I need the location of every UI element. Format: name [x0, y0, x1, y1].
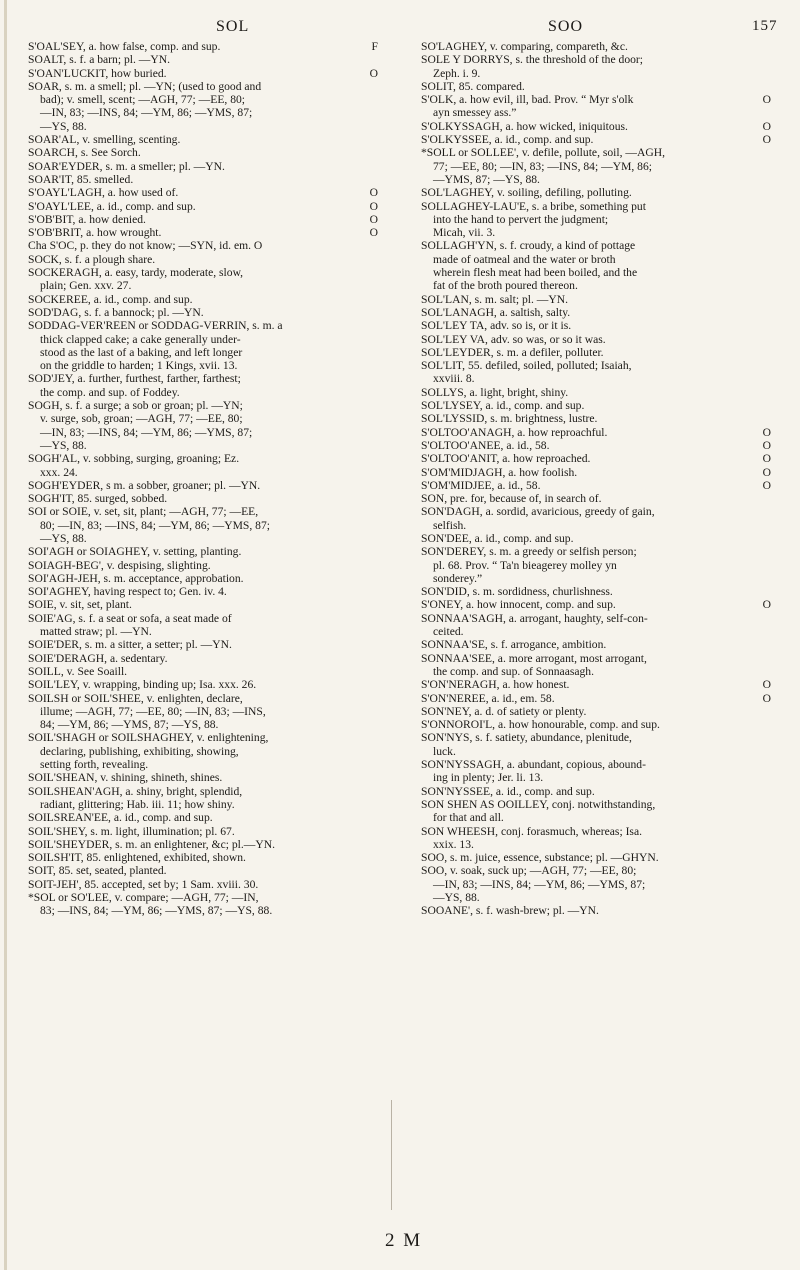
entry-line: SOLE Y DORRYS, s. the threshold of the door; — [421, 53, 643, 67]
entry-line: SOLIT, 85. compared. — [421, 79, 525, 93]
entry-line: —IN, 83; —INS, 84; —YM, 86; —YMS, 87; — [40, 425, 253, 439]
dictionary-entry — [421, 479, 773, 492]
dictionary-entry — [421, 386, 773, 399]
dictionary-entry — [28, 785, 380, 812]
dictionary-entry — [421, 585, 773, 598]
entry-line: sonderey.” — [433, 571, 483, 585]
dictionary-entry — [28, 598, 380, 611]
entry-line — [28, 40, 380, 53]
entry-line: SOILL, v. See Soaill. — [28, 664, 128, 678]
entry-line: SOL'LAN, s. m. salt; pl. —YN. — [421, 292, 569, 306]
entry-line: selfish. — [433, 518, 467, 532]
dialect-mark: O — [762, 93, 771, 107]
dialect-mark: O — [762, 465, 771, 479]
right-column — [421, 40, 773, 918]
entry-line: SOAR, s. m. a smell; pl. —YN; (used to good and — [28, 79, 262, 93]
running-head-middle: SOO — [548, 18, 584, 35]
entry-line: xxx. 24. — [40, 465, 78, 479]
entry-line — [421, 93, 773, 106]
dictionary-entry — [421, 306, 773, 319]
dialect-mark: O — [762, 598, 771, 612]
dictionary-entry — [28, 838, 380, 851]
entry-line — [28, 200, 380, 213]
dictionary-entry — [421, 598, 773, 611]
entry-line: —YS, 88. — [40, 119, 87, 133]
entry-line: SODDAG-VER'REEN or SODDAG-VERRIN, s. m. a — [28, 319, 283, 333]
dictionary-entry — [28, 213, 380, 226]
entry-line: —YS, 88. — [433, 891, 480, 904]
dictionary-entry — [421, 612, 773, 639]
running-head-left: SOL — [216, 18, 250, 35]
entry-line: SOD'DAG, s. f. a bannock; pl. —YN. — [28, 305, 204, 319]
entry-line — [421, 133, 773, 146]
entry-text: S'OLTOO'ANAGH, a. how reproachful. — [421, 425, 608, 439]
dictionary-entry — [28, 652, 380, 665]
dictionary-entry — [28, 239, 380, 252]
entry-line: SOO, v. soak, suck up; —AGH, 77; —EE, 80; — [421, 864, 637, 878]
entry-line: SOIL'SHAGH or SOILSHAGHEY, v. enlightening, — [28, 731, 269, 745]
entry-line: SOGH, s. f. a surge; a sob or groan; pl. —YN; — [28, 399, 243, 413]
dialect-mark: F — [371, 40, 378, 53]
dictionary-entry — [421, 798, 773, 825]
entry-line: SOL'LYSSID, s. m. brightness, lustre. — [421, 412, 598, 426]
entry-line: SOIAGH-BEG', v. despising, slighting. — [28, 558, 211, 572]
dictionary-entry — [421, 346, 773, 359]
dictionary-entry — [421, 120, 773, 133]
entry-text: S'OLTOO'ANIT, a. how reproached. — [421, 452, 591, 466]
entry-line: SOIE'AG, s. f. a seat or sofa, a seat made of — [28, 611, 232, 625]
dictionary-entry — [28, 878, 380, 891]
dictionary-entry — [28, 731, 380, 771]
dictionary-entry — [421, 53, 773, 80]
entry-line: Zeph. i. 9. — [433, 66, 481, 80]
entry-line: for that and all. — [433, 811, 504, 825]
entry-line: SON, pre. for, because of, in search of. — [421, 492, 602, 506]
entry-text: S'OB'BIT, a. how denied. — [28, 212, 146, 226]
dictionary-entry — [28, 452, 380, 479]
dictionary-entry — [28, 891, 380, 918]
dictionary-entry — [421, 293, 773, 306]
entry-line: the comp. and sup. of Foddey. — [40, 385, 180, 399]
entry-text: S'OAN'LUCKIT, how buried. — [28, 66, 167, 80]
entry-text: S'OAL'SEY, a. how false, comp. and sup. — [28, 40, 221, 53]
dictionary-entry — [28, 40, 380, 53]
dictionary-entry — [421, 652, 773, 679]
entry-line — [421, 598, 773, 611]
dictionary-entry — [28, 864, 380, 877]
entry-line: SOIL'LEY, v. wrapping, binding up; Isa. xxx. 26. — [28, 678, 257, 692]
entry-line: SOAR'IT, 85. smelled. — [28, 172, 134, 186]
dictionary-entry — [28, 492, 380, 505]
dictionary-entry — [421, 359, 773, 386]
entry-line: into the hand to pervert the judgment; — [433, 212, 609, 226]
entry-text: S'OLTOO'ANEE, a. id., 58. — [421, 438, 550, 452]
dialect-mark: O — [369, 226, 378, 240]
entry-line — [28, 213, 380, 226]
entry-text: S'ON'NERAGH, a. how honest. — [421, 678, 570, 692]
entry-text: S'ONEY, a. how innocent, comp. and sup. — [421, 598, 616, 612]
entry-line: SOO, s. m. juice, essence, substance; pl. —GHYN. — [421, 851, 659, 865]
dictionary-entry — [421, 678, 773, 691]
dictionary-entry — [28, 372, 380, 399]
entry-line: xxviii. 8. — [433, 372, 475, 386]
dictionary-entry — [28, 572, 380, 585]
entry-line: ing in plenty; Jer. li. 13. — [433, 771, 544, 785]
dialect-mark: O — [762, 438, 771, 452]
dictionary-entry — [421, 864, 773, 904]
dictionary-entry — [421, 439, 773, 452]
entry-line: setting forth, revealing. — [40, 758, 149, 772]
dictionary-entry — [421, 319, 773, 332]
entry-line: radiant, glittering; Hab. iii. 11; how shiny. — [40, 797, 235, 811]
entry-line: SOARCH, s. See Sorch. — [28, 146, 141, 160]
entry-line: SOL'LEY VA, adv. so was, or so it was. — [421, 332, 606, 346]
dictionary-entry — [28, 678, 380, 691]
dictionary-entry — [28, 319, 380, 372]
entry-line: SOL'LIT, 55. defiled, soiled, polluted; Isaiah, — [421, 359, 632, 373]
entry-line: SOIL'SHEY, s. m. light, illumination; pl. 67. — [28, 824, 235, 838]
entry-line: —YS, 88. — [40, 438, 87, 452]
entry-line — [421, 692, 773, 705]
entry-line: SOOANE', s. f. wash-brew; pl. —YN. — [421, 904, 599, 918]
dictionary-entry — [421, 93, 773, 120]
dictionary-entry — [28, 133, 380, 146]
entry-line: SOALT, s. f. a barn; pl. —YN. — [28, 53, 171, 67]
dictionary-entry — [28, 293, 380, 306]
entry-line: Cha S'OC, p. they do not know; —SYN, id. em. O — [28, 239, 263, 253]
entry-line: ayn smessey ass.” — [433, 106, 517, 120]
entry-line: SOAR'AL, v. smelling, scenting. — [28, 133, 181, 147]
dialect-mark: O — [762, 133, 771, 147]
dictionary-entry — [28, 612, 380, 639]
entry-line: xxix. 13. — [433, 837, 474, 851]
dictionary-entry — [28, 226, 380, 239]
entry-line: stood as the last of a baking, and left longer — [40, 345, 243, 359]
dictionary-entry — [28, 851, 380, 864]
entry-line: SON SHEN AS OOILLEY, conj. notwithstanding, — [421, 797, 656, 811]
dictionary-entry — [421, 40, 773, 53]
entry-line: SOGH'AL, v. sobbing, surging, groaning; Ez. — [28, 452, 240, 466]
entry-line: SON'NYSSAGH, a. abundant, copious, abound- — [421, 758, 646, 772]
dictionary-entry — [421, 239, 773, 292]
dictionary-entry — [421, 825, 773, 852]
dictionary-entry — [421, 333, 773, 346]
dictionary-entry — [28, 692, 380, 732]
entry-line: 84; —YM, 86; —YMS, 87; —YS, 88. — [40, 718, 219, 732]
dictionary-entry — [28, 505, 380, 545]
dictionary-entry — [421, 466, 773, 479]
dictionary-entry — [421, 412, 773, 425]
entry-line — [421, 452, 773, 465]
entry-line: ceited. — [433, 625, 464, 639]
entry-line — [421, 120, 773, 133]
entry-line — [28, 186, 380, 199]
entry-line: SONNAA'SAGH, a. arrogant, haughty, self-con- — [421, 611, 648, 625]
dictionary-entry — [28, 173, 380, 186]
dialect-mark: O — [762, 691, 771, 705]
entry-line: *SOLL or SOLLEE', v. defile, pollute, soil, —AGH, — [421, 146, 666, 160]
entry-line: SOL'LAGHEY, v. soiling, defiling, polluting. — [421, 186, 632, 200]
entry-line: SOL'LEY TA, adv. so is, or it is. — [421, 319, 572, 333]
dictionary-entry — [421, 692, 773, 705]
dialect-mark: O — [762, 478, 771, 492]
dictionary-entry — [421, 731, 773, 758]
entry-line: bad); v. smell, scent; —AGH, 77; —EE, 80; — [40, 93, 246, 107]
dictionary-entry — [421, 80, 773, 93]
dictionary-entry — [421, 718, 773, 731]
dictionary-entry — [421, 200, 773, 240]
dictionary-entry — [421, 532, 773, 545]
entry-text: S'OAYL'LEE, a. id., comp. and sup. — [28, 199, 196, 213]
entry-line: SOI'AGHEY, having respect to; Gen. iv. 4. — [28, 585, 227, 599]
entry-line: SOILSREAN'EE, a. id., comp. and sup. — [28, 811, 213, 825]
entry-line: SOI or SOIE, v. set, sit, plant; —AGH, 77; —EE, — [28, 505, 259, 519]
dictionary-entry — [421, 146, 773, 186]
entry-line: SOILSHEAN'AGH, a. shiny, bright, splendid, — [28, 784, 243, 798]
left-column — [28, 40, 380, 918]
entry-line: 83; —INS, 84; —YM, 86; —YMS, 87; —YS, 88. — [40, 904, 273, 918]
entry-line: SON'DEREY, s. m. a greedy or selfish person; — [421, 545, 637, 559]
dictionary-entry — [28, 160, 380, 173]
entry-line: SOI'AGH or SOIAGHEY, v. setting, planting. — [28, 545, 242, 559]
entry-line: SOIE, v. sit, set, plant. — [28, 598, 132, 612]
entry-line — [28, 226, 380, 239]
entry-line: SON'DID, s. m. sordidness, churlishness. — [421, 585, 613, 599]
dictionary-entry — [421, 545, 773, 585]
entry-text: S'OB'BRIT, a. how wrought. — [28, 226, 162, 240]
entry-line: thick clapped cake; a cake generally under- — [40, 332, 241, 346]
dictionary-entry — [28, 585, 380, 598]
entry-line: matted straw; pl. —YN. — [40, 625, 152, 639]
entry-line: illume; —AGH, 77; —EE, 80; —IN, 83; —INS, — [40, 704, 266, 718]
dictionary-entry — [28, 253, 380, 266]
dictionary-entry — [28, 825, 380, 838]
entry-line — [421, 466, 773, 479]
entry-line — [421, 678, 773, 691]
dictionary-entry — [421, 638, 773, 651]
dictionary-entry — [28, 200, 380, 213]
entry-line: SOIE'DER, s. m. a sitter, a setter; pl. —YN. — [28, 638, 232, 652]
dictionary-entry — [421, 705, 773, 718]
dictionary-entry — [421, 758, 773, 785]
entry-line: wherein flesh meat had been boiled, and the — [433, 266, 638, 280]
dictionary-entry — [28, 638, 380, 651]
entry-line: SOI'AGH-JEH, s. m. acceptance, approbation. — [28, 571, 244, 585]
entry-line: —YMS, 87; —YS, 88. — [433, 172, 540, 186]
dictionary-entry — [28, 811, 380, 824]
entry-line: SOGH'EYDER, s m. a sobber, groaner; pl. —YN. — [28, 478, 261, 492]
dictionary-entry — [28, 559, 380, 572]
dialect-mark: O — [762, 452, 771, 466]
entry-line: plain; Gen. xxv. 27. — [40, 279, 132, 293]
entry-text: S'OM'MIDJEE, a. id., 58. — [421, 478, 541, 492]
entry-line: fat of the broth poured thereon. — [433, 279, 578, 293]
entry-line: SOL'LANAGH, a. saltish, salty. — [421, 305, 571, 319]
entry-line: SOD'JEY, a. further, furthest, farther, farthest; — [28, 372, 241, 386]
entry-line — [421, 426, 773, 439]
dialect-mark: O — [369, 199, 378, 213]
entry-line: *SOL or SO'LEE, v. compare; —AGH, 77; —IN, — [28, 891, 259, 904]
page-edge-shadow — [4, 0, 7, 1270]
entry-line: SONNAA'SEE, a. more arrogant, most arrogant, — [421, 651, 647, 665]
entry-line: SOCKERAGH, a. easy, tardy, moderate, slow, — [28, 266, 244, 280]
entry-line: SOIT-JEH', 85. accepted, set by; 1 Sam. xviii. 30. — [28, 877, 259, 891]
dialect-mark: O — [369, 212, 378, 226]
entry-line: SOAR'EYDER, s. m. a smeller; pl. —YN. — [28, 159, 225, 173]
signature-mark: 2 M — [385, 1230, 423, 1251]
entry-text: S'OLKYSSAGH, a. how wicked, iniquitous. — [421, 119, 628, 133]
dictionary-entry — [28, 53, 380, 66]
entry-line: SOIL'SHEAN, v. shining, shineth, shines. — [28, 771, 223, 785]
entry-line — [28, 67, 380, 80]
dictionary-entry — [28, 665, 380, 678]
entry-line: SOLLYS, a. light, bright, shiny. — [421, 385, 569, 399]
dictionary-entry — [28, 80, 380, 133]
entry-line: luck. — [433, 744, 456, 758]
dialect-mark: O — [369, 186, 378, 200]
entry-line: SO'LAGHEY, v. comparing, compareth, &c. — [421, 40, 628, 53]
entry-text: S'ON'NEREE, a. id., em. 58. — [421, 691, 555, 705]
entry-line: made of oatmeal and the water or broth — [433, 252, 616, 266]
entry-line: SON'DAGH, a. sordid, avaricious, greedy of gain, — [421, 505, 655, 519]
dictionary-entry — [28, 146, 380, 159]
dictionary-entry — [421, 399, 773, 412]
entry-line: SON'NYS, s. f. satiety, abundance, plenitude, — [421, 731, 632, 745]
entry-line: SOCKEREE, a. id., comp. and sup. — [28, 292, 193, 306]
entry-line: 77; —EE, 80; —IN, 83; —INS, 84; —YM, 86; — [433, 159, 652, 173]
entry-line: pl. 68. Prov. “ Ta'n bieagerey molley yn — [433, 558, 617, 572]
entry-line — [421, 479, 773, 492]
entry-line: SOIE'DERAGH, a. sedentary. — [28, 651, 168, 665]
dictionary-entry — [28, 479, 380, 492]
entry-line: SON'NEY, a. d. of satiety or plenty. — [421, 704, 587, 718]
entry-line: —IN, 83; —INS, 84; —YM, 86; —YMS, 87; — [433, 877, 646, 891]
dictionary-entry — [28, 266, 380, 293]
entry-text: S'OAYL'LAGH, a. how used of. — [28, 186, 179, 200]
dictionary-entry — [28, 545, 380, 558]
dialect-mark: O — [762, 678, 771, 692]
dictionary-entry — [28, 67, 380, 80]
entry-line: —YS, 88. — [40, 531, 87, 545]
dialect-mark: O — [762, 119, 771, 133]
entry-line: SOL'LEYDER, s. m. a defiler, polluter. — [421, 345, 604, 359]
entry-line — [421, 439, 773, 452]
entry-line: SOILSH or SOIL'SHEE, v. enlighten, declare, — [28, 691, 243, 705]
entry-line: v. surge, sob, groan; —AGH, 77; —EE, 80; — [40, 412, 243, 426]
dictionary-entry — [28, 399, 380, 452]
dictionary-entry — [421, 851, 773, 864]
entry-line: SOLLAGH'YN, s. f. croudy, a kind of pottage — [421, 239, 636, 253]
entry-line: SOLLAGHEY-LAU'E, s. a bribe, something put — [421, 199, 646, 213]
dictionary-entry — [421, 452, 773, 465]
entry-text: S'OLKYSSEE, a. id., comp. and sup. — [421, 133, 594, 147]
page-number: 157 — [752, 18, 778, 34]
entry-line: declaring, publishing, exhibiting, showing, — [40, 744, 239, 758]
dictionary-entry — [421, 492, 773, 505]
entry-line: SONNAA'SE, s. f. arrogance, ambition. — [421, 638, 607, 652]
dictionary-entry — [28, 306, 380, 319]
entry-line: SOILSH'IT, 85. enlightened, exhibited, shown. — [28, 851, 246, 865]
entry-line: SOIL'SHEYDER, s. m. an enlightener, &c; pl.—YN. — [28, 837, 275, 851]
dictionary-entry — [28, 771, 380, 784]
dictionary-entry — [421, 426, 773, 439]
entry-line: the comp. and sup. of Sonnaasagh. — [433, 664, 594, 678]
dialect-mark: O — [762, 425, 771, 439]
entry-line: SON'NYSSEE, a. id., comp. and sup. — [421, 784, 595, 798]
entry-line: SOL'LYSEY, a. id., comp. and sup. — [421, 399, 585, 413]
column-divider — [391, 1100, 392, 1210]
dictionary-entry — [421, 904, 773, 917]
entry-line: SOGH'IT, 85. surged, sobbed. — [28, 492, 168, 506]
entry-line: SON'DEE, a. id., comp. and sup. — [421, 531, 574, 545]
dictionary-entry — [421, 133, 773, 146]
entry-line: SON WHEESH, conj. forasmuch, whereas; Isa. — [421, 824, 642, 838]
dialect-mark: O — [369, 66, 378, 80]
entry-line: S'ONNOROI'L, a. how honourable, comp. and sup. — [421, 718, 660, 732]
entry-text: S'OLK, a. how evil, ill, bad. Prov. “ Myr s'olk — [421, 93, 634, 107]
entry-line: SOIT, 85. set, seated, planted. — [28, 864, 167, 878]
entry-line: Micah, vii. 3. — [433, 226, 496, 240]
entry-line: —IN, 83; —INS, 84; —YM, 86; —YMS, 87; — [40, 106, 253, 120]
entry-line: on the griddle to harden; 1 Kings, xvii. 13. — [40, 359, 238, 373]
entry-line: 80; —IN, 83; —INS, 84; —YM, 86; —YMS, 87; — [40, 518, 270, 532]
dictionary-entry — [421, 505, 773, 532]
dictionary-entry — [28, 186, 380, 199]
dictionary-entry — [421, 186, 773, 199]
entry-text: S'OM'MIDJAGH, a. how foolish. — [421, 465, 578, 479]
entry-line: SOCK, s. f. a plough share. — [28, 252, 156, 266]
dictionary-entry — [421, 785, 773, 798]
